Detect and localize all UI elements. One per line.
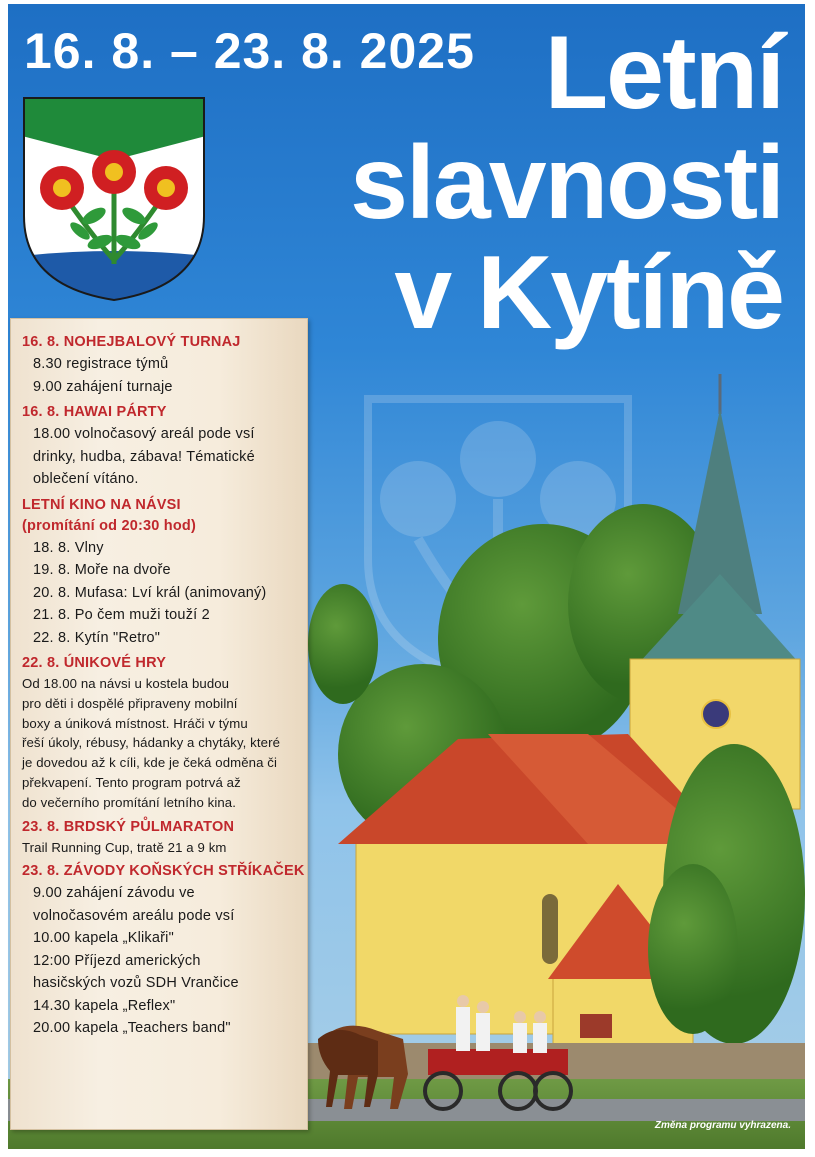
section-heading: 23. 8. BRDSKÝ PŮLMARATON (22, 818, 235, 835)
program-item: hasičských vozů SDH Vrančice (33, 975, 239, 992)
program-item: 18.00 volnočasový areál pode vsí (33, 426, 255, 442)
program-item: řeší úkoly, rébusy, hádanky a chytáky, které (22, 735, 281, 751)
program-item: 18. 8. Vlny (33, 539, 104, 556)
program-item: do večerního promítání letního kina. (22, 794, 236, 810)
village-crest-icon (22, 96, 206, 302)
program-item: 9.00 zahájení závodu ve (33, 885, 195, 902)
program-item: boxy a úniková místnost. Hráči v týmu (22, 715, 248, 731)
program-item: 10.00 kapela „Klikaři" (33, 930, 174, 947)
program-item: oblečení vítáno. (33, 471, 139, 487)
section-heading: 16. 8. HAWAI PÁRTY (22, 404, 167, 420)
section-heading: LETNÍ KINO NA NÁVSI (22, 496, 181, 513)
section-subheading: (promítání od 20:30 hod) (22, 517, 196, 534)
event-title (350, 15, 783, 351)
program-item: 21. 8. Po čem muži touží 2 (33, 607, 210, 623)
title-line: v Kytíně (394, 235, 783, 351)
section-heading: 23. 8. ZÁVODY KOŇSKÝCH STŘÍKAČEK (22, 863, 305, 880)
title-line: slavnosti (350, 125, 783, 241)
section-heading: 16. 8. NOHEJBALOVÝ TURNAJ (22, 334, 241, 350)
program-item: 12:00 Příjezd amerických (33, 952, 201, 969)
program-item: překvapení. Tento program potrvá až (22, 774, 241, 790)
program-item: 20.00 kapela „Teachers band" (33, 1020, 231, 1037)
program-list (22, 332, 304, 1040)
program-item: volnočasovém areálu pode vsí (33, 907, 235, 924)
title-line: Letní (544, 15, 783, 131)
program-item: 9.00 zahájení turnaje (33, 378, 173, 395)
program-item: je dovedou až k cíli, kde je čeká odměna či (22, 755, 278, 771)
section-heading: 22. 8. ÚNIKOVÉ HRY (22, 655, 167, 671)
program-item: 20. 8. Mufasa: Lví král (animovaný) (33, 584, 267, 601)
program-change-note: Změna programu vyhrazena. (654, 1120, 791, 1131)
program-item: drinky, hudba, zábava! Tématické (33, 448, 255, 465)
program-item: Trail Running Cup, tratě 21 a 9 km (22, 839, 227, 855)
program-item: 8.30 registrace týmů (33, 356, 169, 372)
tree (648, 864, 738, 1034)
program-item: 22. 8. Kytín "Retro" (33, 629, 161, 646)
horse-carriage-illustration (318, 979, 578, 1114)
event-date-range: 16. 8. – 23. 8. 2025 (24, 23, 475, 79)
program-item: 14.30 kapela „Reflex" (33, 997, 176, 1014)
program-item: Od 18.00 na návsi u kostela budou (22, 676, 230, 691)
program-item: pro děti i dospělé připraveny mobilní (22, 695, 238, 711)
program-item: 19. 8. Moře na dvoře (33, 562, 171, 578)
